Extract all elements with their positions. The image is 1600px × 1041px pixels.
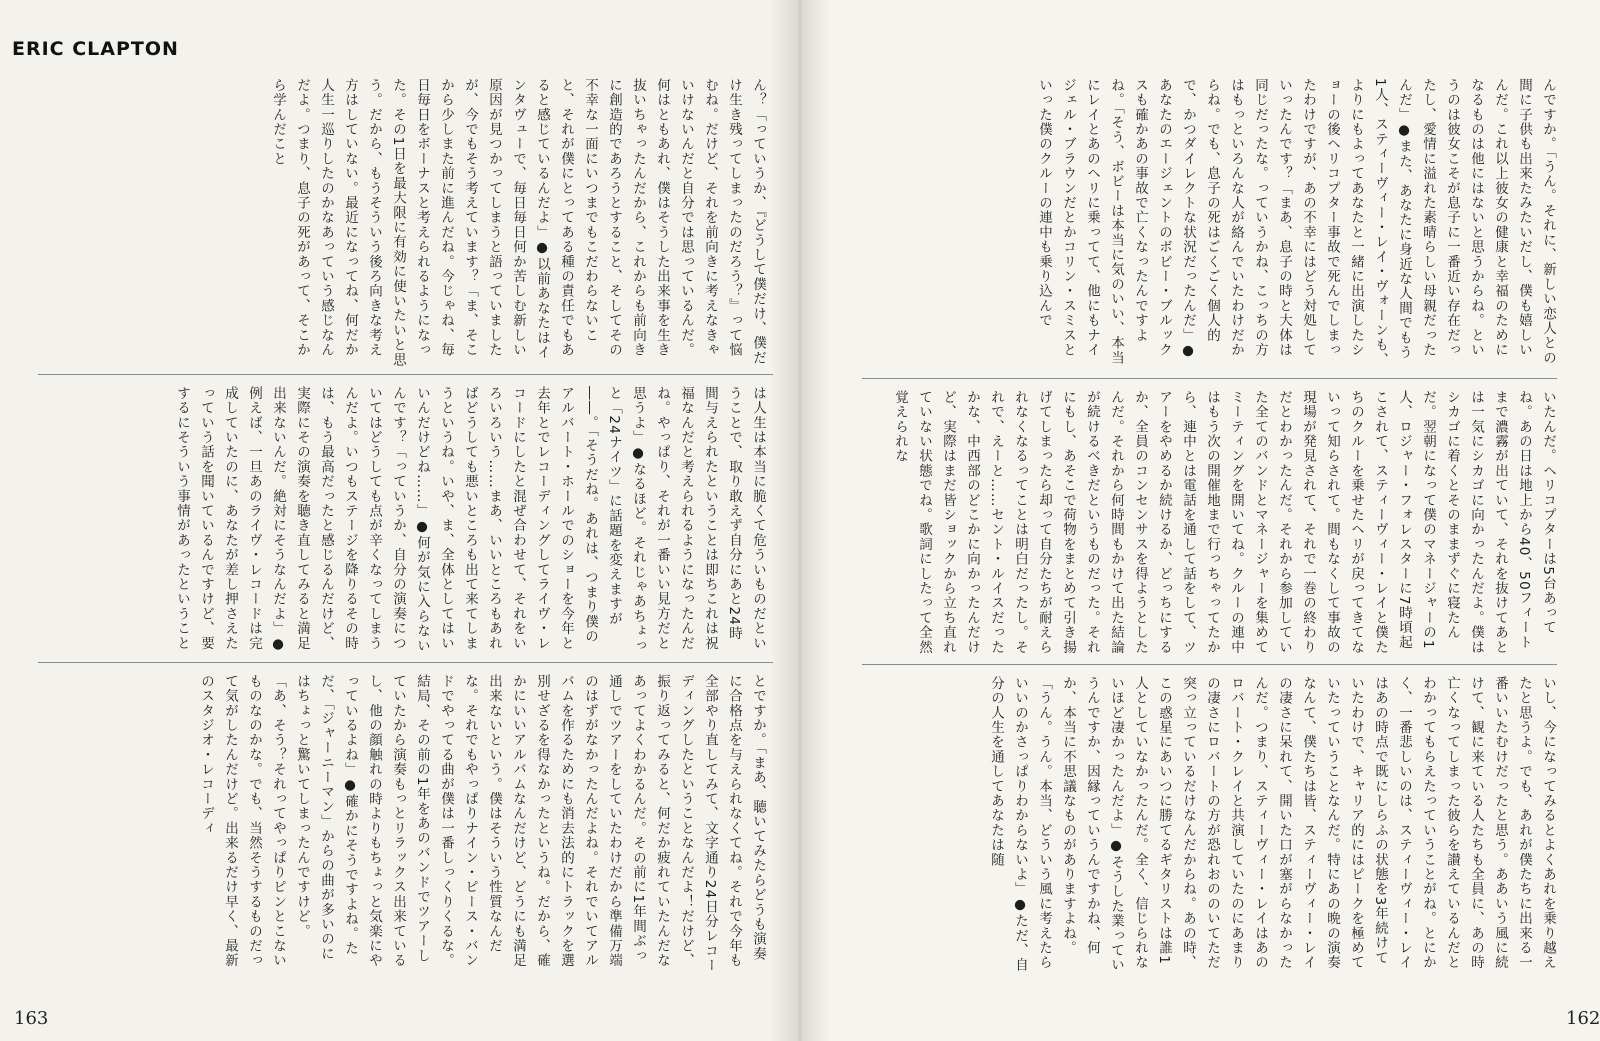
- right-band-middle: いたんだ。ヘリコプターは5台あってね。あの日は地上から40、50フィートまで濃霧が出ていて、それを抜けてあとは一気にシカゴに向かったんだよ。僕はシカゴに着くとそのままずぐに寝たんだ。翌朝になって僕のマネージャーの1人、ロジャー・フォレスターに7時頃起こされて、スティーヴィー・レイと僕たちのクルーを乗せたヘリが戻ってきてないって知らされて。間もなくして事故の現場が発見されて、それで一巻の終わりだとわかったんだ。それから参加していた全てのバンドとマネージャーを集めてミーティングを開いてね。クルーの連中はもう次の開催地まで行っちゃってたから、連中とは電話を通して話をして、ツアーをやめるか続けるか、どっちにするか、全員のコンセンサスを得ようとしたんだ。それから何時間もかけて出た結論が続けるべきだというものだった。それにもし、あそこで荷物をまとめて引き揚げてしまったら却って自分たちが耐えられなくなるってことは明白だったし。それで、えーと……セント・ルイスだったかな、中西部のどこかに向かったんだけど、実際はまだ皆ショックから立ち直れていない状態でね。歌詞にしたって全然覚えられな: [892, 390, 1556, 655]
- right-band-top: んですか。「うん。それに、新しい恋人との間に子供も出来たみたいだし、僕も嬉しいんだ。これ以上彼女の健康と幸福のためになるものは他にはないと思うからね。というのは彼女こそが息子に一番近い存在だったし、愛情に溢れた素晴らしい母親だったんだ」●また、あなたに身近な人間でもう1人、スティーヴィー・レイ・ヴォーンも、よりにもよってあなたと一緒に出演したショーの後ヘリコプター事故で死んでしまったわけですが、あの不幸にはどう対処していったんです？「まあ、息子の時と大体は同じだったな。っていうかね、こっちの方はもっといろんな人が絡んでいたわけだからね。でも、息子の死はごくごく個人的で、かつダイレクトな状況だったんだ」●あなたのエージェントのボビー・ブルックスも確かあの事故で亡くなったんですよね。「そう、ボビーは本当に気のいい、本当にレイとあのヘリに乗ってて、他にもナイジェル・ブラウンだとかコリン・スミスといった僕のクルーの連中も乗り込んで: [1036, 78, 1556, 368]
- left-rule-2: [38, 662, 773, 663]
- page-number-right: 162: [1566, 1008, 1600, 1029]
- right-rule-2: [862, 664, 1557, 665]
- left-band-bottom: とですか。「まあ、聴いてみたらどうも演奏に合格点を与えられなくてね。それで今年も全部やり直してみて、文字通り24日分レコーディングしたということなんだよ！だけど、振り返ってみると、何だか疲れていたんだなあってよくわかるんだ。その前に1年間ぶっ通しでツアーをしていたわけだから準備万端のはずがなかったんだよね。それでいてアルバムを作るためにも消去法的にトラックを選別せざるを得なかったというね。だから、確かにいいアルバムなんだけど、どうにも満足出来ないという。僕はそういう性質なんだな。それでもやっぱりナイン・ピース・バンドでやってる曲が僕は一番しっくりくるな。結局、その前の1年をあのバンドでツアーしていたから演奏もっとリラックス出来ているし、他の顔触れの時よりもちょっと気楽にやっているよね」●確かにそうですよね。ただ、「ジャーニーマン」からの曲が多いのにはちょっと驚いてしまったんですけど。「あ、そう？それってやっぱりピンとこないものなのかな。でも、当然そうするものだって気がしたんだけど。出来るだけ早く、最新のスタジオ・レコーディ: [198, 674, 766, 973]
- left-band-middle: は人生は本当に脆くて危ういものだということで、取り敢えず自分にあと24時間与えられたということは即ちこれは祝福なんだと考えられるようになったんだね。やっぱり、それが一番いい見方だと思うよ」●なるほど。それじゃあちょっと「24ナイツ」に話題を変えますが――。「そうだね。あれは、つまり僕のアルバート・ホールでのショーを今年と去年とでレコーディングしてライヴ・レコードにしたと混ぜ合わせて、それをいろいろいう……まあ、いいところもあればどうしても悪いところも出て来てしまうというね。いや、ま、全体としてはいいんだけどね……」●何が気に入らないんです？「っていうか、自分の演奏についてはどうしても点が辛くなってしまうんだよ。いつもステージを降りるその時は、もう最高だったと感じるんだけど、実際にその演奏を聴き直してみると満足出来ないんだ。絶対にそうなんだよ」●例えば、一旦あのライヴ・レコードは完成していたのに、あなたが差し押さえたっていう話を聞いているんですけど、要するにそういう事情があったということ: [174, 386, 766, 654]
- page-number-left: 163: [14, 1008, 49, 1029]
- left-rule-1: [38, 374, 773, 375]
- book-gutter: [770, 0, 830, 1041]
- right-rule-1: [862, 378, 1557, 379]
- running-header: ERIC CLAPTON: [12, 38, 179, 60]
- right-band-bottom: いし、今になってみるとよくあれを乗り越えたと思うよ。でも、あれが僕たちに出来る一番いいたむけだったと思う。ああいう風に続けて、観に来ている人たちも全員に、あの時亡くなってしまった彼らを讃えているんだとわかってもらえたっていうことがね。とにかく、一番悲しいのは、スティーヴィー・レイはあの時点で既にしらふの状態を3年続けていたわけで、キャリア的にはピークを極めていたっていうことなんだ。特にあの晩の演奏なんて、僕たちは皆、スティーヴィー・レイの凄さに呆れて、開いた口が塞がらなかったんだ。つまり、スティーヴィー・レイはあのロバート・クレイと共演していたのにあまりの凄さにロバートの方が恐れおののいてただ突っ立っているだけなんだからね。あの時、この惑星にあいつに勝てるギタリストは誰1人としていなかったんだ。全く、信じられないほど凄かったんだよ」●そうした業っていうんですか、因縁っていうんですかね、何か、本当に不思議なものがありますよね。「うん。うん。本当、どういう風に考えたらいいのかさっぱりわからないよ」●ただ、自分の人生を通してあなたは随: [988, 676, 1556, 973]
- left-band-top: ん？「っていうか、『どうして僕だけ、僕だけ生き残ってしまったのだろう？』って悩むね。だけど、それを前向きに考えなきゃいけないんだと自分では思っているんだ。何はともあれ、僕はそうした出来事を生き抜いちゃったんだから、これからも前向きに創造的であろうとすること、そしてその不幸な一面にいつまでもこだわらないこと、それが僕にとってある種の責任でもあると感じているんだよ」●以前あなたはインタヴューで、毎日毎日何か苦しむ新しい原因が見つかってしまうと語っていましたが、今でもそう考えています？「ま、そこから少しまた前に進んだね。今じゃね、毎日毎日をボーナスと考えられるようになった。その1日を最大限に有効に使いたいと思う。だから、もうそういう後ろ向きな考え方はしていない。最近になってね、何だか人生一巡りしたのかなあっていう感じなんだよ。つまり、息子の死があって、そこから学んだこと: [270, 78, 766, 368]
